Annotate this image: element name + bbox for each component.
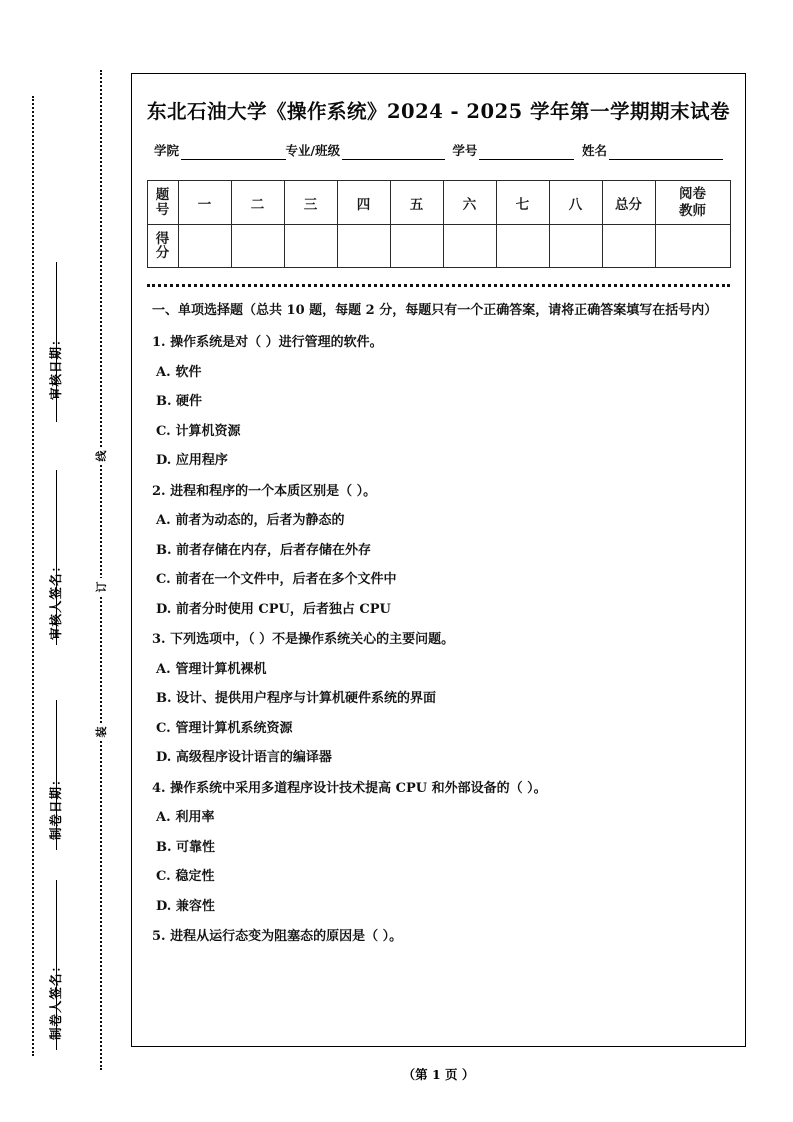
question-2-text: 进程和程序的一个本质区别是（ ）。 [170, 483, 377, 499]
question-4-option-d[interactable] [156, 897, 725, 917]
stub-question-bottom: 号 [155, 201, 170, 218]
stub-question-top: 题 [155, 187, 170, 204]
score-cell-3[interactable] [284, 225, 337, 268]
question-3-option-d[interactable] [156, 748, 725, 768]
question-3-option-b-text: 设计、提供用户程序与计算机硬件系统的界面 [176, 691, 437, 707]
page-title: 东北石油大学《操作系统》2024 - 2025 学年第一学期期末试卷 [146, 100, 730, 123]
margin-note-reviewer-sign-line [56, 470, 57, 645]
question-2-option-a-letter: A. [156, 513, 171, 529]
question-1 [152, 333, 725, 353]
name-label: 姓名 [581, 143, 607, 158]
score-table-stub-question [147, 181, 178, 225]
score-cell-5[interactable] [390, 225, 443, 268]
score-cell-6[interactable] [443, 225, 496, 268]
question-1-option-a-text: 软件 [175, 364, 202, 380]
question-1-option-a[interactable] [156, 363, 725, 383]
question-4-option-c-text: 稳定性 [175, 869, 215, 885]
identity-row [154, 141, 723, 160]
score-cell-7[interactable] [496, 225, 549, 268]
margin-note-maker-sign: 制卷人签名： [48, 958, 63, 1040]
student-id-label: 学号 [452, 143, 478, 158]
question-1-option-b-text: 硬件 [176, 394, 203, 410]
question-5 [152, 927, 725, 947]
question-3-option-c-letter: C. [156, 720, 171, 736]
question-1-option-d[interactable] [156, 451, 725, 471]
college-label: 学院 [154, 143, 180, 158]
question-3-text: 下列选项中，（ ）不是操作系统关心的主要问题。 [170, 632, 455, 648]
question-3-option-a-text: 管理计算机裸机 [175, 661, 267, 677]
student-id-input[interactable] [479, 145, 574, 160]
question-4-option-d-letter: D. [156, 898, 172, 914]
question-5-text: 进程从运行态变为阻塞态的原因是（ ）。 [170, 929, 403, 945]
question-2-option-a-text: 前者为动态的，后者为静态的 [175, 513, 345, 529]
score-col-header-3: 三 [284, 181, 337, 225]
question-4-option-c[interactable] [156, 867, 725, 887]
stub-score-bottom: 分 [155, 245, 170, 261]
question-3-option-d-text: 高级程序设计语言的编译器 [175, 750, 332, 766]
margin-note-maker-sign-line [56, 880, 57, 1050]
question-3-option-b[interactable] [156, 689, 725, 709]
score-col-header-4: 四 [337, 181, 390, 225]
score-col-header-7: 七 [496, 181, 549, 225]
question-2-option-d-letter: D. [156, 601, 172, 617]
question-4-option-c-letter: C. [156, 869, 171, 885]
margin-note-reviewer-sign: 审核人签名： [48, 558, 63, 640]
margin-note-review-date-line [56, 262, 57, 422]
question-1-number: 1. [152, 335, 166, 351]
question-4-number: 4. [152, 780, 166, 796]
question-3-option-a[interactable] [156, 660, 725, 680]
question-2 [152, 482, 725, 502]
score-cell-grader[interactable] [655, 225, 730, 268]
score-col-header-1: 一 [178, 181, 231, 225]
question-1-option-d-letter: D. [156, 453, 172, 469]
section-separator [147, 284, 730, 287]
question-1-option-c[interactable] [156, 422, 725, 442]
score-col-header-grader [655, 181, 730, 225]
question-2-option-a[interactable] [156, 511, 725, 531]
question-2-option-c-text: 前者在一个文件中，后者在多个文件中 [175, 572, 397, 588]
score-table-header-row [147, 181, 730, 225]
name-input[interactable] [609, 145, 723, 160]
exam-body [152, 300, 725, 947]
question-3-option-c-text: 管理计算机系统资源 [175, 720, 293, 736]
exam-frame [131, 73, 746, 1047]
binding-dotted-rule-outer [32, 96, 34, 1056]
question-2-option-b[interactable] [156, 541, 725, 561]
score-col-header-total: 总分 [602, 181, 655, 225]
score-col-header-6: 六 [443, 181, 496, 225]
major-input[interactable] [342, 145, 445, 160]
binding-dotted-rule-inner [100, 70, 102, 1070]
question-1-option-c-letter: C. [156, 423, 171, 439]
major-label: 专业/班级 [285, 143, 341, 158]
score-cell-1[interactable] [178, 225, 231, 268]
question-4-option-a[interactable] [156, 808, 725, 828]
question-4-option-b-letter: B. [156, 839, 172, 855]
question-2-option-d-text: 前者分时使用 CPU，后者独占 CPU [175, 601, 391, 617]
question-4-option-b-text: 可靠性 [176, 839, 216, 855]
question-3-option-a-letter: A. [156, 661, 171, 677]
question-1-option-b-letter: B. [156, 394, 172, 410]
fold-mark-ding: 订 [91, 578, 111, 596]
college-input[interactable] [181, 145, 286, 160]
question-4-option-d-text: 兼容性 [175, 898, 215, 914]
question-2-option-b-text: 前者存储在内存，后者存储在外存 [176, 542, 372, 558]
question-2-option-b-letter: B. [156, 542, 172, 558]
score-cell-2[interactable] [231, 225, 284, 268]
question-3-option-d-letter: D. [156, 750, 172, 766]
score-col-header-8: 八 [549, 181, 602, 225]
question-1-option-b[interactable] [156, 392, 725, 412]
question-4-text: 操作系统中采用多道程序设计技术提高 CPU 和外部设备的（ ）。 [170, 780, 547, 796]
score-cell-8[interactable] [549, 225, 602, 268]
question-1-option-c-text: 计算机资源 [175, 423, 241, 439]
question-3-number: 3. [152, 632, 166, 648]
page-footer: （第 1 页 ） [402, 1067, 475, 1082]
question-4-option-a-text: 利用率 [175, 810, 215, 826]
question-4-option-b[interactable] [156, 838, 725, 858]
question-2-option-c-letter: C. [156, 572, 171, 588]
margin-note-make-date-line [56, 700, 57, 850]
question-3-option-c[interactable] [156, 719, 725, 739]
question-1-text: 操作系统是对（ ）进行管理的软件。 [170, 335, 383, 351]
question-5-number: 5. [152, 929, 166, 945]
grader-label-top: 阅卷 [679, 185, 706, 202]
question-2-number: 2. [152, 483, 166, 499]
score-table [147, 180, 731, 268]
question-3-option-b-letter: B. [156, 691, 172, 707]
fold-mark-xian: 线 [91, 447, 111, 465]
question-2-option-c[interactable] [156, 570, 725, 590]
question-1-option-d-text: 应用程序 [175, 453, 228, 469]
score-col-header-5: 五 [390, 181, 443, 225]
fold-mark-zhuang: 装 [91, 723, 111, 741]
score-cell-4[interactable] [337, 225, 390, 268]
score-table-value-row [147, 225, 730, 268]
score-cell-total[interactable] [602, 225, 655, 268]
margin-note-make-date: 制卷日期： [48, 772, 63, 840]
margin-note-review-date: 审核日期： [48, 332, 63, 400]
question-2-option-d[interactable] [156, 600, 725, 620]
stub-score-top: 得 [155, 230, 170, 247]
grader-label-bottom: 教师 [679, 202, 706, 219]
question-4 [152, 779, 725, 799]
question-1-option-a-letter: A. [156, 364, 171, 380]
score-col-header-2: 二 [231, 181, 284, 225]
score-table-stub-score [147, 225, 178, 268]
section-1-heading: 一、单项选择题（总共 10 题，每题 2 分，每题只有一个正确答案，请将正确答案填写在括号内） [152, 303, 718, 318]
question-3 [152, 630, 725, 650]
question-4-option-a-letter: A. [156, 810, 171, 826]
